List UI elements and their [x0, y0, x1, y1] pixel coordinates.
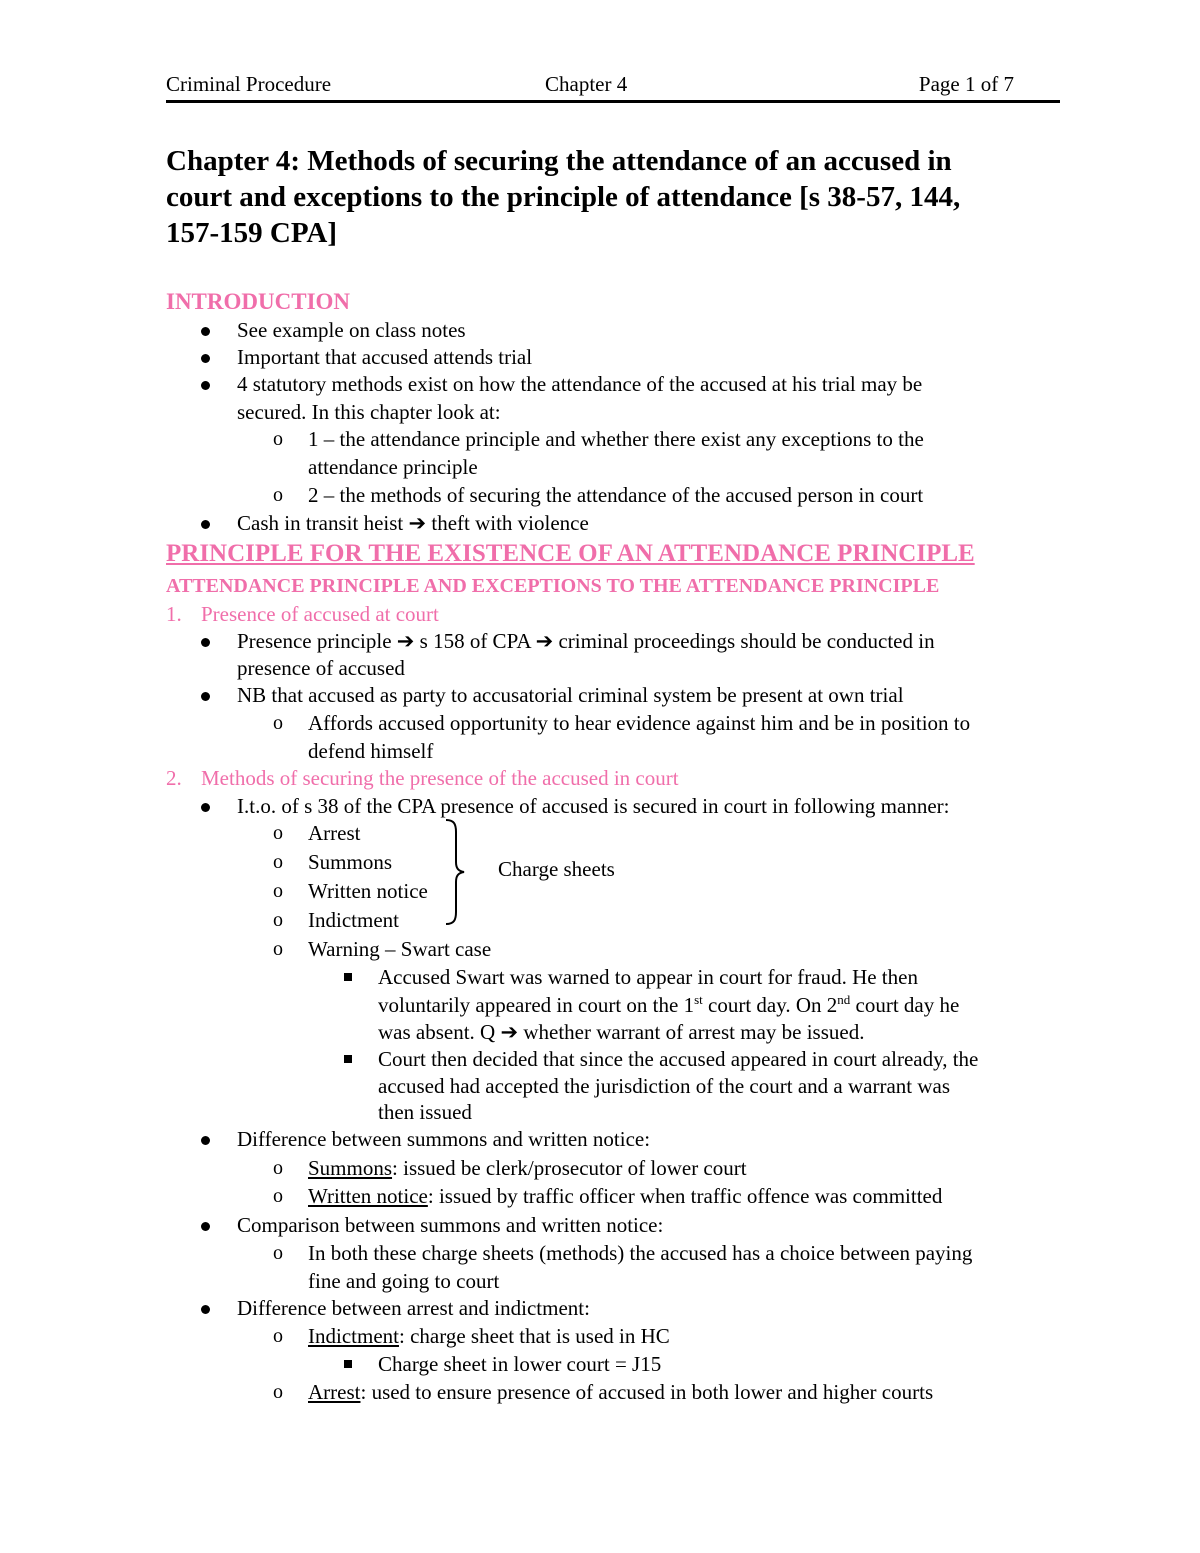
header-course: Criminal Procedure: [166, 72, 332, 96]
section-number: 1.: [166, 602, 182, 626]
definition-item: [308, 1379, 933, 1406]
bullet-icon: [201, 381, 210, 390]
bullet-icon: [201, 520, 210, 529]
arrow-icon: ➔: [408, 511, 427, 535]
section-heading: Methods of securing the presence of the accused in court: [201, 766, 679, 790]
intro-bullet: [237, 510, 589, 537]
arrow-icon: ➔: [396, 629, 415, 653]
definition-text: : used to ensure presence of accused in both lower and higher courts: [360, 1380, 934, 1404]
section-number: 2.: [166, 766, 182, 790]
title-line: Chapter 4: Methods of securing the attendance of an accused in: [166, 145, 952, 177]
sec1-bullet: [237, 628, 935, 655]
sub-bullet-icon: o: [273, 909, 283, 931]
sub-bullet-icon: o: [273, 712, 283, 734]
sub-bullet-icon: o: [273, 851, 283, 873]
sec1-bullet: NB that accused as party to accusatorial criminal system be present at own trial: [237, 683, 904, 707]
bullet-icon: [201, 1136, 210, 1145]
brace-label: Charge sheets: [498, 857, 615, 881]
section-heading: Presence of accused at court: [201, 602, 439, 626]
bullet-icon: [201, 327, 210, 336]
header-chapter: Chapter 4: [545, 72, 628, 96]
bullet-icon: [201, 354, 210, 363]
intro-sub-bullet: 1 – the attendance principle and whether there exist any exceptions to the: [308, 427, 924, 451]
method-item: Indictment: [308, 908, 399, 932]
ordinal-suffix: st: [694, 992, 703, 1007]
square-bullet-icon: [344, 1360, 352, 1368]
square-bullet-icon: [344, 1055, 352, 1063]
definition-term: Indictment: [308, 1324, 399, 1348]
intro-bullet-text: theft with violence: [431, 511, 589, 535]
intro-bullet-cont: secured. In this chapter look at:: [237, 400, 501, 424]
sub-bullet-icon: o: [273, 1157, 283, 1179]
square-bullet-icon: [344, 973, 352, 981]
sub-bullet-icon: o: [273, 428, 283, 450]
definition-sub-item: Charge sheet in lower court = J15: [378, 1352, 662, 1376]
swart-text: court day he: [850, 993, 960, 1017]
sec1-bullet-cont: presence of accused: [237, 656, 405, 680]
bullet-icon: [201, 1222, 210, 1231]
method-item: Arrest: [308, 821, 361, 845]
bullet-icon: [201, 638, 210, 647]
method-item: Summons: [308, 850, 393, 874]
header-page-number: Page 1 of 7: [918, 72, 1014, 96]
chapter-title: [166, 143, 1066, 251]
definition-item: [308, 1183, 942, 1210]
sec1-sub-bullet: Affords accused opportunity to hear evidence against him and be in position to: [308, 711, 971, 735]
swart-text: court day. On 2: [702, 993, 838, 1017]
sub-bullet-icon: o: [273, 1242, 283, 1264]
principle-heading: PRINCIPLE FOR THE EXISTENCE OF AN ATTENDANCE PRINCIPLE: [166, 540, 975, 567]
swart-point: Court then decided that since the accused appeared in court already, the: [378, 1047, 979, 1071]
sec1-bullet-text: s 158 of CPA: [419, 629, 531, 653]
bullet-icon: [201, 803, 210, 812]
swart-point-cont: [378, 1019, 864, 1046]
arrow-icon: ➔: [535, 629, 554, 653]
bullet-icon: [201, 1305, 210, 1314]
attendance-heading: ATTENDANCE PRINCIPLE AND EXCEPTIONS TO THE ATTENDANCE PRINCIPLE: [166, 575, 940, 597]
sub-bullet-icon: o: [273, 1325, 283, 1347]
intro-heading: INTRODUCTION: [166, 289, 351, 314]
intro-bullet-text: Cash in transit heist: [237, 511, 404, 535]
sub-bullet-icon: o: [273, 1381, 283, 1403]
comparison-item-cont: fine and going to court: [308, 1269, 500, 1293]
sub-bullet-icon: o: [273, 484, 283, 506]
sec2-bullet: Difference between arrest and indictment:: [237, 1296, 590, 1320]
intro-bullet: See example on class notes: [237, 318, 466, 342]
definition-text: : issued be clerk/prosecutor of lower court: [392, 1156, 747, 1180]
definition-item: [308, 1155, 747, 1182]
intro-sub-bullet-cont: attendance principle: [308, 455, 478, 479]
sec1-bullet-text: Presence principle: [237, 629, 392, 653]
method-item: Warning – Swart case: [308, 937, 492, 961]
swart-point-cont: [378, 992, 959, 1019]
page-header: [166, 70, 1060, 103]
swart-text: was absent. Q: [378, 1020, 496, 1044]
sec2-bullet: Difference between summons and written notice:: [237, 1127, 651, 1151]
swart-point-cont: accused had accepted the jurisdiction of the court and a warrant was: [378, 1074, 951, 1098]
sec2-bullet: I.t.o. of s 38 of the CPA presence of accused is secured in court in following manner:: [237, 794, 950, 818]
intro-bullet: 4 statutory methods exist on how the attendance of the accused at his trial may be: [237, 372, 923, 396]
curly-brace-icon: [440, 818, 470, 926]
sub-bullet-icon: o: [273, 938, 283, 960]
definition-text: : issued by traffic officer when traffic offence was committed: [427, 1184, 943, 1208]
intro-sub-bullet: 2 – the methods of securing the attendance of the accused person in court: [308, 483, 924, 507]
swart-point-cont: then issued: [378, 1100, 472, 1124]
intro-bullet: Important that accused attends trial: [237, 345, 533, 369]
title-line: 157-159 CPA]: [166, 217, 338, 249]
sub-bullet-icon: o: [273, 1185, 283, 1207]
definition-text: : charge sheet that is used in HC: [398, 1324, 670, 1348]
definition-term: Written notice: [308, 1184, 428, 1208]
sub-bullet-icon: o: [273, 880, 283, 902]
title-line: court and exceptions to the principle of attendance [s 38-57, 144,: [166, 181, 961, 213]
sec2-bullet: Comparison between summons and written notice:: [237, 1213, 664, 1237]
definition-item: [308, 1323, 670, 1350]
sec1-sub-bullet-cont: defend himself: [308, 739, 434, 763]
method-item: Written notice: [308, 879, 428, 903]
definition-term: Summons: [308, 1156, 393, 1180]
arrow-icon: ➔: [500, 1020, 519, 1044]
bullet-icon: [201, 692, 210, 701]
sub-bullet-icon: o: [273, 822, 283, 844]
ordinal-suffix: nd: [837, 992, 851, 1007]
swart-text: voluntarily appeared in court on the 1: [378, 993, 695, 1017]
definition-term: Arrest: [308, 1380, 361, 1404]
swart-text: whether warrant of arrest may be issued.: [523, 1020, 865, 1044]
sec1-bullet-text: criminal proceedings should be conducted in: [558, 629, 935, 653]
swart-point: Accused Swart was warned to appear in court for fraud. He then: [378, 965, 918, 989]
comparison-item: In both these charge sheets (methods) the accused has a choice between paying: [308, 1241, 973, 1265]
